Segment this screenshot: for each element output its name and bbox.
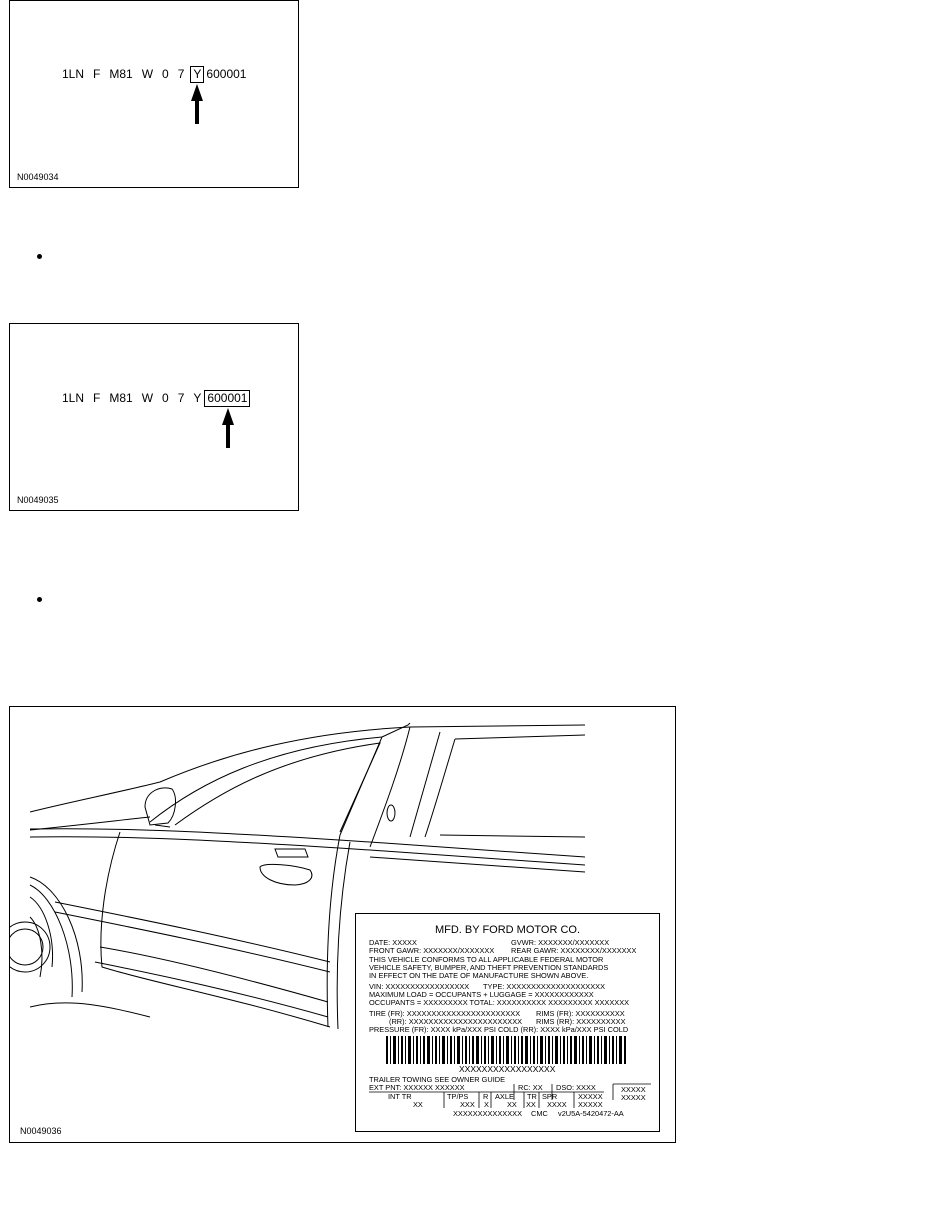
label-col-value: XXXXX [578,1092,603,1101]
list-bullet [37,597,42,602]
list-bullet [37,254,42,259]
label-col-value: XXXXX [578,1100,603,1109]
vin-part-highlighted: 600001 [204,390,250,407]
label-spr-value: XXXX [547,1100,567,1109]
vin-part: 1LN [62,391,85,405]
figure-id: N0049036 [20,1126,62,1136]
certification-label [355,913,660,1132]
label-axle: AXLE [495,1092,514,1101]
vin-part: 7 [177,67,185,81]
label-date: DATE: XXXXX [369,938,417,947]
label-ext-paint: EXT PNT: XXXXXX XXXXXX [369,1083,465,1092]
label-bottom-code: XXXXXXXXXXXXXX [453,1109,523,1118]
label-title: MFD. BY FORD MOTOR CO. [434,924,581,936]
label-vin: VIN: XXXXXXXXXXXXXXXXX [369,982,470,991]
label-trailer-towing: TRAILER TOWING SEE OWNER GUIDE [369,1075,506,1084]
vin-part: M81 [109,391,133,405]
figure-vin-serial [9,323,299,511]
label-part-number: v2U5A-5420472-AA [558,1109,624,1118]
figure-id: N0049035 [17,495,59,505]
figure-id: N0049034 [17,172,59,182]
label-rims-front: RIMS (FR): XXXXXXXXXX [536,1009,625,1018]
vin-part: 1LN [62,67,85,81]
label-gvwr: GVWR: XXXXXXX/XXXXXXX [511,938,610,947]
label-tire-front: TIRE (FR): XXXXXXXXXXXXXXXXXXXXXXX [369,1009,521,1018]
vin-part: 0 [162,391,169,405]
label-rear-gawr: REAR GAWR: XXXXXXXX/XXXXXXX [511,946,637,955]
vin-sequence [62,390,252,407]
label-tp-ps-value: XXX [460,1100,475,1109]
vin-part: W [141,67,154,81]
vin-part: Y [193,391,202,405]
label-front-gawr: FRONT GAWR: XXXXXXX/XXXXXXX [369,946,495,955]
label-type: TYPE: XXXXXXXXXXXXXXXXXXXX [483,982,605,991]
vin-part: 0 [162,67,169,81]
vin-part: F [93,67,101,81]
label-axle-value: XX [507,1100,517,1109]
label-r-value: X [484,1100,489,1109]
label-conformity-line: VEHICLE SAFETY, BUMPER, AND THEFT PREVENTION STANDARDS [369,963,609,972]
label-tire-rear: (RR): XXXXXXXXXXXXXXXXXXXXXXX [389,1017,523,1026]
vin-part: 600001 [206,67,247,81]
barcode-text: XXXXXXXXXXXXXXXXX [459,1064,556,1074]
vin-part: W [141,391,154,405]
vin-part: F [93,391,101,405]
label-box-right-line: XXXXX [621,1093,646,1102]
vin-part: 7 [177,391,185,405]
label-rc: RC: XX [518,1083,543,1092]
label-spr: SPR [542,1092,558,1101]
pointer-arrow-icon [190,84,204,124]
label-occupants: OCCUPANTS = XXXXXXXXX TOTAL: XXXXXXXXXX XXXXXXXXX XXXXXXX [369,998,630,1007]
label-max-load: MAXIMUM LOAD = OCCUPANTS + LUGGAGE = XXXXXXXXXXXX [369,990,594,999]
label-box-right-line: XXXXX [621,1085,646,1094]
pointer-arrow-icon [221,408,235,448]
label-conformity-line: THIS VEHICLE CONFORMS TO ALL APPLICABLE FEDERAL MOTOR [369,955,604,964]
label-r: R [483,1092,489,1101]
label-conformity-line: IN EFFECT ON THE DATE OF MANUFACTURE SHOWN ABOVE. [369,971,589,980]
label-tr-value: XX [526,1100,536,1109]
vin-part-highlighted: Y [190,66,204,83]
vin-sequence [62,66,255,83]
vin-part: M81 [109,67,133,81]
label-rims-rear: RIMS (RR): XXXXXXXXXX [536,1017,626,1026]
label-tr: TR [527,1092,537,1101]
label-pressure: PRESSURE (FR): XXXX kPa/XXX PSI COLD (RR): XXXX kPa/XXX PSI COLD [369,1025,629,1034]
label-cmc: CMC [531,1109,548,1118]
figure-vin-model-year [9,0,299,188]
label-tp-ps: TP/PS [447,1092,469,1101]
label-int-tr-value: XX [413,1100,423,1109]
label-dso: DSO: XXXX [556,1083,596,1092]
label-int-tr: INT TR [388,1092,412,1101]
